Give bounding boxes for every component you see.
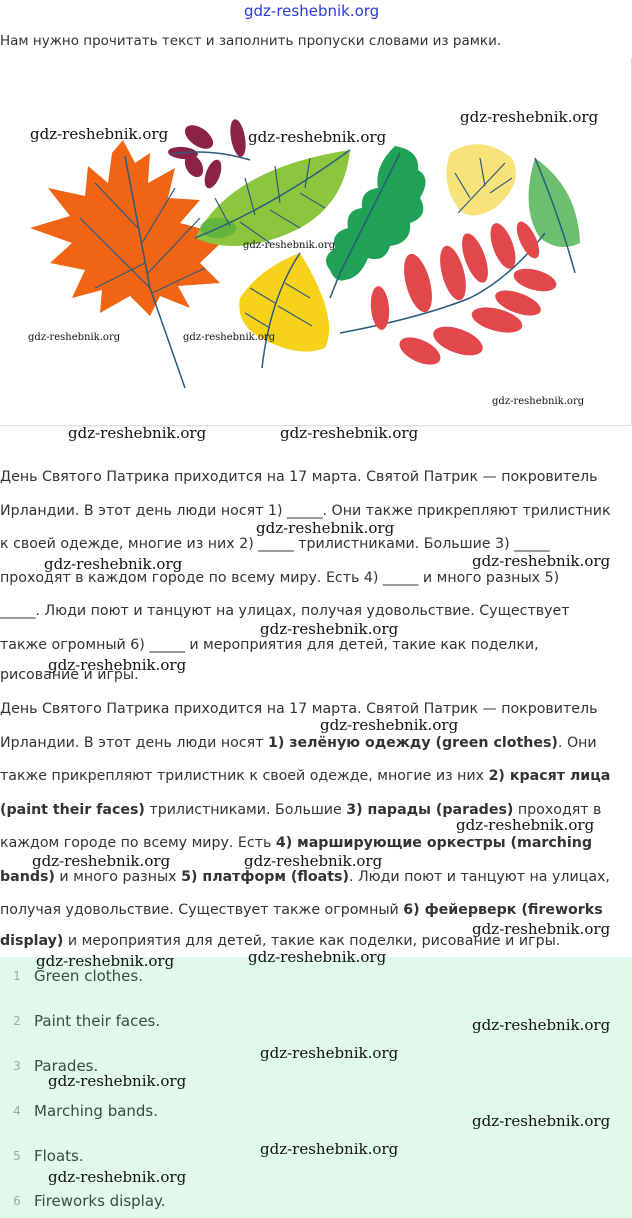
watermark: gdz-reshebnik.org [36, 952, 175, 970]
watermark: gdz-reshebnik.org [256, 519, 395, 537]
text-line: Ирландии. В этот день люди носят 1) зелёную одежду (green clothes). Они [0, 734, 597, 751]
pale-yellow-leaf [446, 144, 516, 215]
watermark: gdz-reshebnik.org [460, 108, 599, 126]
answer-highlight: (paint their faces) [0, 801, 145, 818]
text-line: рисование и игры. [0, 667, 139, 683]
watermark: gdz-reshebnik.org [260, 1140, 399, 1158]
text-line: каждом городе по всему миру. Есть 4) марширующие оркестры (marching [0, 835, 593, 851]
answer-highlight: 4) марширующие оркестры (marching [275, 835, 593, 851]
list-number: 1 [13, 969, 21, 983]
text-line: Ирландии. В этот день люди носят 1) _____. Они также прикрепляют трилистник [0, 502, 611, 519]
answer-text: Marching bands. [34, 1102, 159, 1120]
text-with-gaps [0, 461, 632, 689]
list-number: 4 [13, 1104, 21, 1118]
answer-highlight: 1) зелёную одежду (green clothes) [267, 734, 558, 751]
watermark: gdz-reshebnik.org [248, 948, 387, 966]
watermark: gdz-reshebnik.org [260, 1044, 399, 1062]
watermark: gdz-reshebnik.org [244, 2, 380, 20]
watermark: gdz-reshebnik.org [472, 920, 611, 938]
answer-highlight: 6) фейерверк (fireworks [403, 902, 603, 918]
text-line: также огромный 6) _____ и мероприятия для детей, такие как поделки, [0, 636, 539, 653]
answer-highlight: 5) платформ (floats) [181, 868, 349, 885]
task-instruction: Нам нужно прочитать текст и заполнить пропуски словами из рамки. [0, 33, 502, 49]
watermark: gdz-reshebnik.org [48, 1072, 187, 1090]
watermark: gdz-reshebnik.org [243, 240, 336, 251]
watermark: gdz-reshebnik.org [472, 1112, 611, 1130]
watermark: gdz-reshebnik.org [48, 1168, 187, 1186]
answer-text: Floats. [34, 1147, 84, 1165]
text-line: к своей одежде, многие из них 2) _____ трилистниками. Большие 3) _____ [0, 536, 550, 552]
answer-text: Parades. [34, 1057, 99, 1075]
watermark: gdz-reshebnik.org [244, 852, 383, 870]
watermark: gdz-reshebnik.org [472, 1016, 611, 1034]
text-line: проходят в каждом городе по всему миру. Есть 4) _____ и много разных 5) [0, 569, 560, 586]
watermark: gdz-reshebnik.org [472, 552, 611, 570]
watermark: gdz-reshebnik.org [260, 620, 399, 638]
list-item [0, 1006, 160, 1036]
answer-text: Paint their faces. [34, 1012, 161, 1030]
watermark: gdz-reshebnik.org [30, 125, 169, 143]
watermark: gdz-reshebnik.org [68, 424, 207, 442]
text-line: bands) и много разных 5) платформ (floats). Люди поют и танцуют на улицах, [0, 868, 610, 885]
text-line: также прикрепляют трилистник к своей одежде, многие из них 2) красят лица [0, 768, 611, 784]
text-line: _____. Люди поют и танцуют на улицах, получая удовольствие. Существует [0, 603, 570, 619]
list-item [0, 1141, 84, 1171]
list-item [0, 1186, 166, 1216]
watermark: gdz-reshebnik.org [492, 396, 585, 407]
answer-text: Green clothes. [34, 967, 143, 985]
text-line: display) и мероприятия для детей, такие как поделки, рисование и игры. [0, 932, 561, 949]
text-line: получая удовольствие. Существует также огромный 6) фейерверк (fireworks [0, 902, 603, 918]
answer-highlight: display) [0, 932, 64, 949]
yellow-leaf-bottom [239, 253, 329, 368]
list-number: 5 [13, 1149, 21, 1163]
text-line: День Святого Патрика приходится на 17 марта. Святой Патрик — покровитель [0, 469, 598, 485]
list-number: 2 [13, 1014, 21, 1028]
watermark: gdz-reshebnik.org [28, 332, 121, 343]
answer-highlight: bands) [0, 868, 55, 885]
watermark: gdz-reshebnik.org [32, 852, 171, 870]
watermark: gdz-reshebnik.org [183, 332, 276, 343]
answer-highlight: 3) парады (parades) [346, 801, 514, 818]
text-line: (paint their faces) трилистниками. Большие 3) парады (parades) проходят в [0, 801, 602, 818]
answer-text: Fireworks display. [34, 1192, 166, 1210]
dark-leaves-branch [168, 118, 250, 190]
watermark: gdz-reshebnik.org [248, 128, 387, 146]
maple-leaf [30, 140, 228, 388]
answer-highlight: 2) красят лица [488, 768, 611, 784]
watermark: gdz-reshebnik.org [48, 656, 187, 674]
list-item [0, 1096, 158, 1126]
list-number: 3 [13, 1059, 21, 1073]
watermark: gdz-reshebnik.org [456, 816, 595, 834]
watermark: gdz-reshebnik.org [320, 716, 459, 734]
watermark: gdz-reshebnik.org [280, 424, 419, 442]
list-number: 6 [13, 1194, 21, 1208]
watermark: gdz-reshebnik.org [44, 555, 183, 573]
text-line: День Святого Патрика приходится на 17 марта. Святой Патрик — покровитель [0, 701, 598, 717]
